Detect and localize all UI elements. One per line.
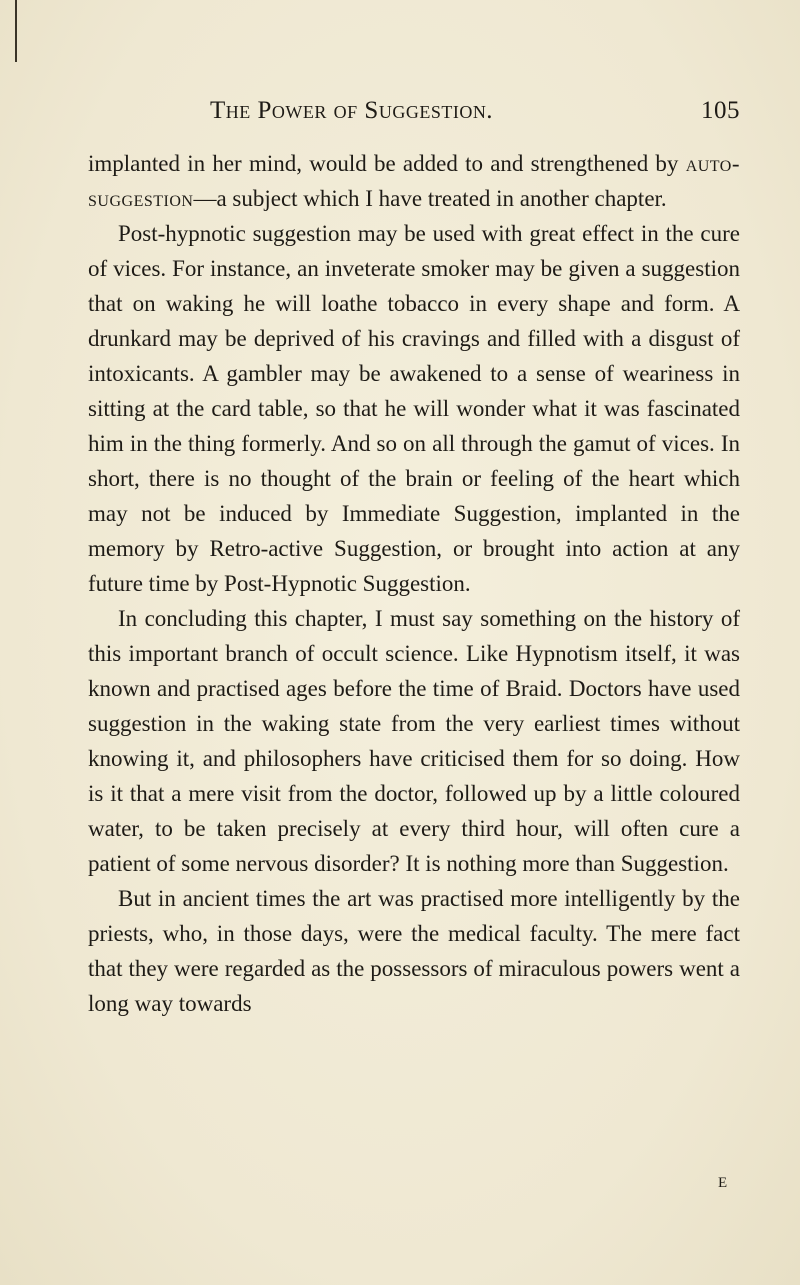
paragraph-1-text-before: implanted in her mind, would be added to and strengthened by [88,151,686,176]
auto-suggestion-term: auto-suggestion [88,151,740,211]
paragraph-post-hypnotic: Post-hypnotic suggestion may be used with great effect in the cure of vices. For instance, an inveterate smoker may be given a suggestion that on waking he will loathe tobacco in every shape and form. A drunkard may be deprived of his cravings and filled with a disgust of intoxicants. A gambler may be awakened to a sense of weariness in sitting at the card table, so that he will wonder what it was fascinated him in the thing formerly. And so on all through the gamut of vices. In short, there is no thought of the brain or feeling of the heart which may not be induced by Immediate Suggestion, implanted in the memory by Retro-active Suggestion, or brought into action at any future time by Post-Hypnotic Suggestion. [88,221,740,596]
page-edge-line [15,0,17,62]
paragraph-continued [88,146,740,216]
paragraph-concluding: In concluding this chapter, I must say something on the history of this important branch of occult science. Like Hypnotism itself, it was known and practised ages before the time of Braid. Doctors have used suggestion in the waking state from the very earliest times without knowing it, and philosophers have criticised them for so doing. How is it that a mere visit from the doctor, followed up by a little coloured water, to be taken precisely at every third hour, will often cure a patient of some nervous disorder? It is nothing more than Suggestion. [88,606,740,876]
page-header [210,97,740,133]
paragraph-ancient-times: But in ancient times the art was practised more intelligently by the priests, who, in those days, were the medical faculty. The mere fact that they were regarded as the possessors of miraculous powers went a long way towards [88,886,740,1016]
page-number: 105 [701,97,740,124]
paragraph-1-text-after: —a subject which I have treated in another chapter. [193,186,667,211]
running-title: The Power of Suggestion. [210,97,494,124]
body-text [88,146,740,1021]
signature-mark: E [718,1175,728,1191]
